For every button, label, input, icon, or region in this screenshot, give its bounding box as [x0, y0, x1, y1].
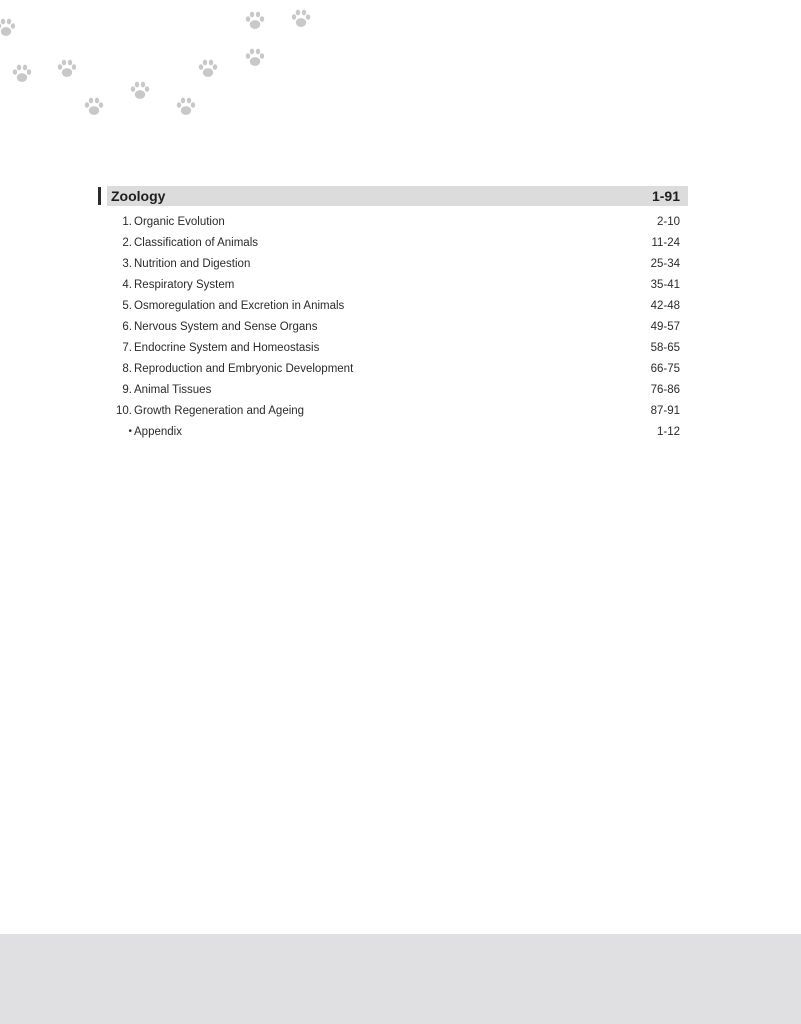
toc-row[interactable] — [110, 358, 680, 379]
toc-title: Endocrine System and Homeostasis — [134, 341, 320, 354]
toc-title: Nutrition and Digestion — [134, 257, 251, 270]
bullet-icon: • — [128, 426, 132, 437]
section-title: Zoology — [111, 188, 166, 204]
toc-row[interactable] — [110, 337, 680, 358]
paw-print-icon — [196, 57, 220, 81]
toc-pages: 42-48 — [650, 299, 680, 312]
paw-print-icon — [82, 95, 106, 119]
toc-row[interactable] — [110, 316, 680, 337]
toc-number: 3. — [122, 257, 132, 270]
toc-row[interactable] — [110, 295, 680, 316]
toc-number: 10. — [116, 404, 132, 417]
toc-row-appendix[interactable] — [110, 421, 680, 442]
toc-number: 9. — [122, 383, 132, 396]
toc-number: 5. — [122, 299, 132, 312]
toc-pages: 49-57 — [650, 320, 680, 333]
paw-print-icon — [55, 57, 79, 81]
toc-pages: 66-75 — [650, 362, 680, 375]
toc-number: 4. — [122, 278, 132, 291]
section-bar — [107, 186, 688, 206]
section-header — [98, 186, 688, 206]
toc-row[interactable] — [110, 211, 680, 232]
toc-number: 1. — [122, 215, 132, 228]
toc-pages: 87-91 — [650, 404, 680, 417]
toc-title: Nervous System and Sense Organs — [134, 320, 318, 333]
paw-print-icon — [10, 62, 34, 86]
toc-row[interactable] — [110, 274, 680, 295]
toc-pages: 25-34 — [650, 257, 680, 270]
toc-number: 7. — [122, 341, 132, 354]
toc-title: Reproduction and Embryonic Development — [134, 362, 354, 375]
toc-pages: 2-10 — [656, 215, 680, 228]
toc-number: 8. — [122, 362, 132, 375]
paw-print-icon — [243, 9, 267, 33]
toc-row[interactable] — [110, 379, 680, 400]
paw-print-icon — [0, 16, 18, 40]
section-marker — [98, 187, 101, 205]
toc-title: Osmoregulation and Excretion in Animals — [134, 299, 345, 312]
toc-pages: 76-86 — [650, 383, 680, 396]
toc-pages: 1-12 — [656, 425, 680, 438]
toc-title: Growth Regeneration and Ageing — [134, 404, 305, 417]
toc-title: Appendix — [134, 425, 182, 438]
toc-row[interactable] — [110, 400, 680, 421]
toc-title: Animal Tissues — [134, 383, 212, 396]
toc-pages: 35-41 — [650, 278, 680, 291]
toc-number: 2. — [122, 236, 132, 249]
toc-title: Respiratory System — [134, 278, 235, 291]
toc-row[interactable] — [110, 253, 680, 274]
paw-print-icon — [243, 46, 267, 70]
toc-pages: 11-24 — [651, 236, 680, 249]
table-of-contents — [110, 211, 680, 442]
paw-print-icon — [289, 7, 313, 31]
paw-print-icon — [128, 79, 152, 103]
toc-number: 6. — [122, 320, 132, 333]
paw-print-decoration — [0, 0, 801, 140]
paw-print-icon — [174, 95, 198, 119]
toc-row[interactable] — [110, 232, 680, 253]
toc-pages: 58-65 — [650, 341, 680, 354]
toc-title: Classification of Animals — [134, 236, 258, 249]
toc-title: Organic Evolution — [134, 215, 225, 228]
section-pages: 1-91 — [651, 188, 680, 204]
footer-band — [0, 934, 801, 1024]
